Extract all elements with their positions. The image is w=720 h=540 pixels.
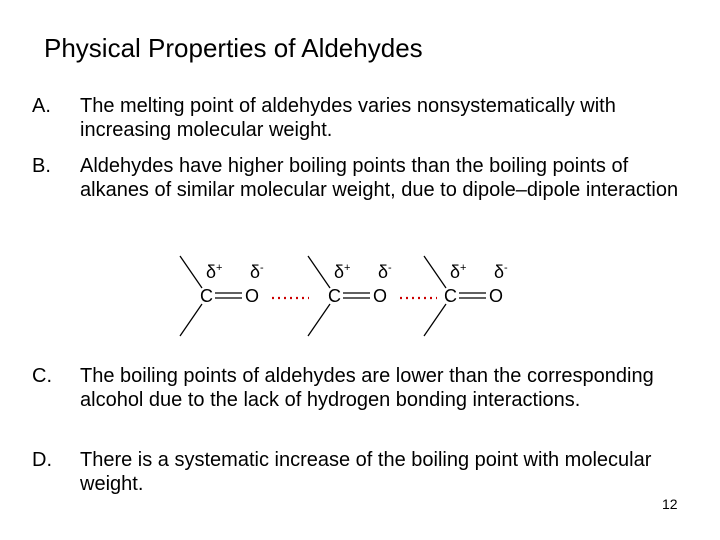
bond-line: [308, 256, 330, 288]
list-item-letter: A.: [32, 95, 51, 117]
carbon-atom: C: [328, 286, 341, 306]
aldehyde-molecule-2: [308, 256, 392, 336]
bond-line: [424, 304, 446, 336]
oxygen-atom: O: [489, 286, 504, 306]
page-number: 12: [662, 496, 678, 512]
bond-line: [180, 256, 202, 288]
list-item-text: Aldehydes have higher boiling points than the boiling points of alkanes of similar molecular weight, due to dipole–dipole interaction: [80, 155, 679, 201]
carbon-atom: C: [444, 286, 457, 306]
aldehyde-molecule-3: [424, 256, 508, 336]
oxygen-atom: O: [373, 286, 388, 306]
list-item-text: The melting point of aldehydes varies nonsystematically with increasing molecular weight.: [80, 95, 616, 141]
delta-plus-label: δ+: [334, 262, 351, 282]
delta-plus-label: δ+: [450, 262, 467, 282]
slide-title: Physical Properties of Aldehydes: [44, 33, 423, 63]
list-item-letter: D.: [32, 449, 52, 471]
dipole-interaction-diagram: [170, 252, 530, 344]
carbon-atom: C: [200, 286, 213, 306]
bond-line: [180, 304, 202, 336]
list-item-letter: C.: [32, 365, 52, 387]
oxygen-atom: O: [245, 286, 260, 306]
bond-line: [308, 304, 330, 336]
delta-minus-label: δ-: [378, 262, 392, 282]
list-item-text: The boiling points of aldehydes are lower than the corresponding alcohol due to the lack of hydrogen bonding interactions.: [80, 365, 654, 411]
list-item-text: There is a systematic increase of the boiling point with molecular weight.: [80, 449, 652, 495]
delta-minus-label: δ-: [494, 262, 508, 282]
list-item-letter: B.: [32, 155, 51, 177]
delta-plus-label: δ+: [206, 262, 223, 282]
delta-minus-label: δ-: [250, 262, 264, 282]
aldehyde-molecule-1: [180, 256, 264, 336]
bond-line: [424, 256, 446, 288]
